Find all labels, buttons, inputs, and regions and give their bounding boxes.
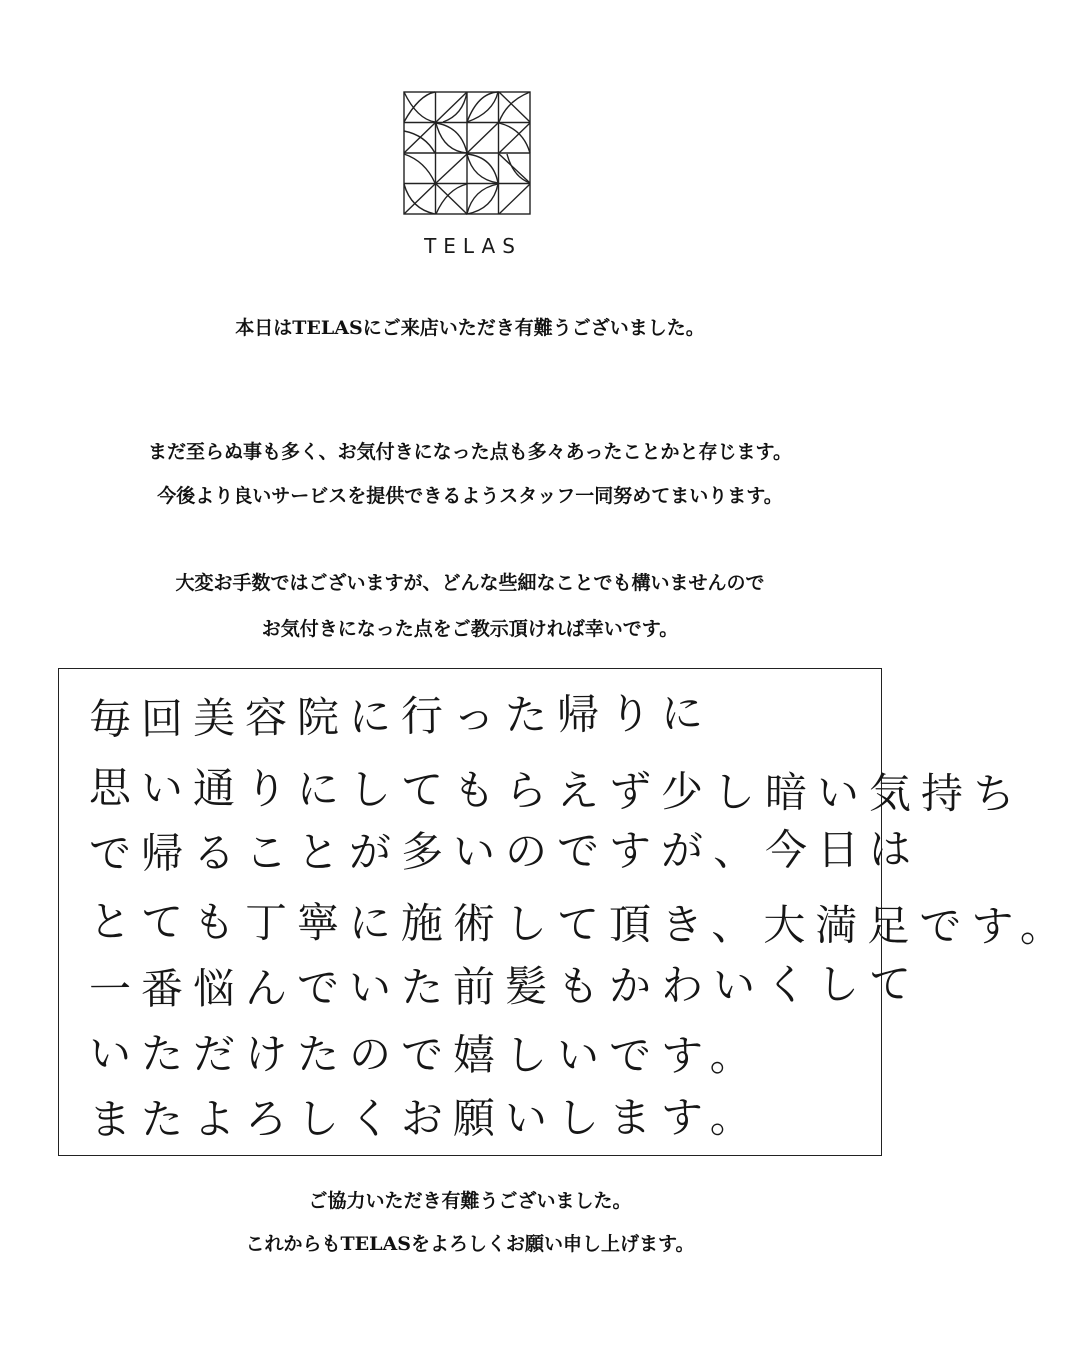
comment-line-4: とても丁寧に施術して頂き、大満足です。 <box>88 897 1072 952</box>
request-line-2: お気付きになった点をご教示頂ければ幸いです。 <box>261 618 679 640</box>
comment-line-5: 一番悩んでいた前髪もかわいくして <box>88 959 922 1014</box>
request-line-1: 大変お手数ではございますが、どんな些細なことでも構いませんので <box>175 572 765 594</box>
apology-line-1: まだ至らぬ事も多く、お気付きになった点も多々あったことかと存じます。 <box>148 441 792 463</box>
apology-line-2: 今後より良いサービスを提供できるようスタッフ一同努めてまいります。 <box>157 485 783 507</box>
brand-name: TELAS <box>424 234 522 258</box>
comment-line-2: 思い通りにしてもらえず少し暗い気持ち <box>88 763 1026 819</box>
intro-thanks: 本日はTELASにご来店いただき有難うございました。 <box>235 317 705 339</box>
comment-line-1: 毎回美容院に行った帰りに <box>88 688 714 744</box>
telas-logo <box>403 91 531 215</box>
handwritten-comment-box <box>58 668 1072 1156</box>
footer-thanks: ご協力いただき有難うございました。 <box>308 1190 632 1212</box>
comment-line-3: で帰ることが多いのですが、今日は <box>88 824 922 878</box>
footer-closing: これからもTELASをよろしくお願い申し上げます。 <box>245 1233 695 1255</box>
comment-line-7: またよろしくお願いします。 <box>88 1092 762 1144</box>
comment-line-6: いただけたので嬉しいです。 <box>88 1029 762 1081</box>
